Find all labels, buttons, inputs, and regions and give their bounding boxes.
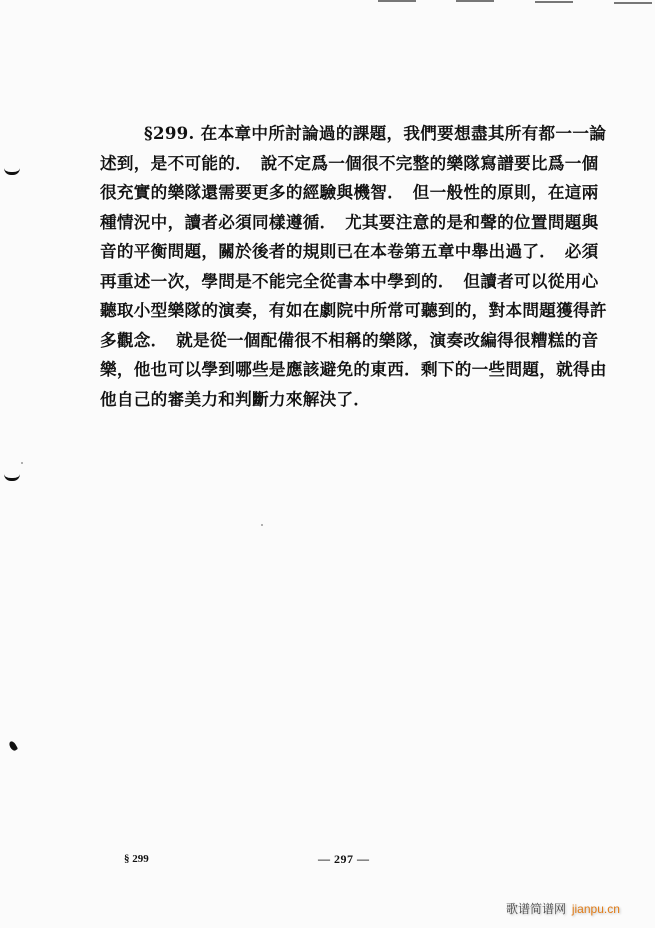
scan-top-rule — [456, 0, 494, 2]
text-line: §299. 在本章中所討論過的課題，我們要想盡其所有都一一論 — [144, 123, 607, 143]
text-line: 樂，他也可以學到哪些是應該避免的東西．剩下的一些問題，就得由 — [100, 359, 607, 379]
text-line: 多觀念． 就是從一個配備很不相稱的樂隊，演奏改編得很糟糕的音 — [100, 329, 599, 350]
text-line: 述到，是不可能的． 說不定爲一個很不完整的樂隊寫譜要比爲一個 — [100, 152, 599, 173]
scan-top-rule — [614, 2, 652, 4]
text-line: 聽取小型樂隊的演奏，有如在劇院中所常可聽到的，對本問題獲得許 — [100, 300, 607, 320]
scan-speck — [21, 462, 23, 464]
margin-mark — [4, 168, 20, 175]
watermark-domain: jianpu.cn — [571, 902, 620, 916]
watermark — [506, 900, 620, 917]
text-line: 他自己的審美力和判斷力來解決了． — [100, 388, 371, 409]
text-line: 音的平衡問題，關於後者的規則已在本卷第五章中舉出過了． 必須 — [100, 241, 599, 261]
footer-section-ref: § 299 — [124, 853, 149, 865]
paragraph-299 — [100, 119, 612, 414]
margin-mark — [4, 474, 20, 481]
text-line: 種情況中，讀者必須同樣遵循． 尤其要注意的是和聲的位置問題與 — [100, 211, 599, 232]
scan-speck — [261, 524, 263, 526]
scan-top-rule — [378, 0, 416, 2]
text-line: 很充實的樂隊還需要更多的經驗與機智． 但一般性的原則，在這兩 — [100, 182, 599, 202]
scan-top-rule — [535, 1, 573, 3]
text-line: 再重述一次，學問是不能完全從書本中學到的． 但讀者可以從用心 — [100, 270, 599, 291]
margin-mark — [8, 740, 18, 752]
page-number: — 297 — — [318, 852, 370, 866]
watermark-site-name: 歌谱简谱网 — [506, 902, 567, 916]
